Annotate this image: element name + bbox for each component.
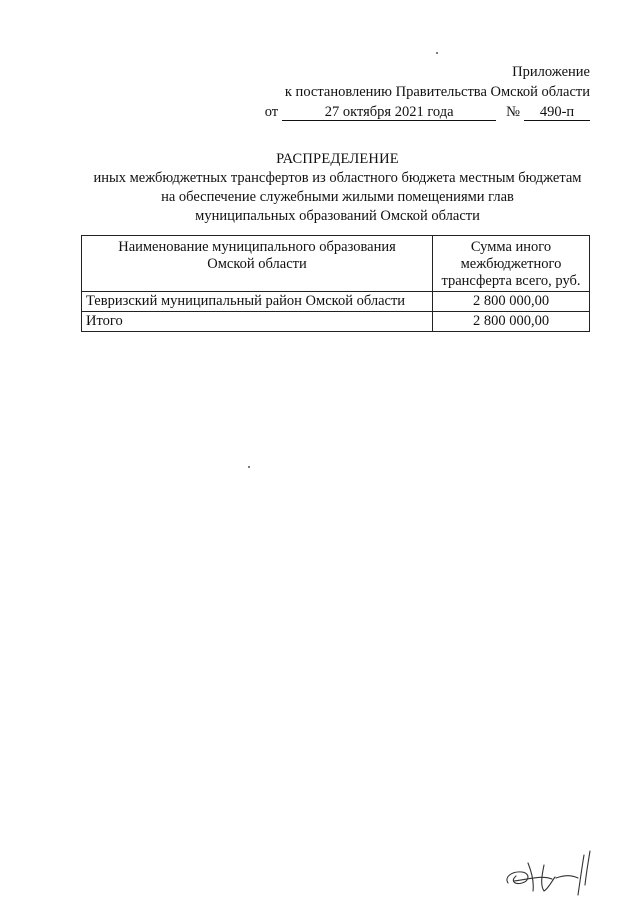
- header-amount: [433, 236, 590, 292]
- header-amount-line-3: трансферта всего, руб.: [441, 273, 581, 289]
- number-sign: №: [506, 104, 520, 120]
- title-line-1: иных межбюджетных трансфертов из областного бюджета местным бюджетам: [93, 170, 582, 186]
- table-total-row: [82, 312, 590, 332]
- header-municipality-line-2: Омской области: [207, 256, 307, 272]
- header-municipality: [82, 236, 433, 292]
- table-header-row: [82, 236, 590, 292]
- date-prefix: от: [264, 104, 279, 120]
- scan-speck: [436, 52, 438, 54]
- table-row: [82, 292, 590, 312]
- municipality-name: Тевризский муниципальный район Омской области: [82, 292, 433, 312]
- title-main: РАСПРЕДЕЛЕНИЕ: [276, 151, 399, 167]
- decree-date-line: [250, 102, 590, 122]
- appendix-header: [250, 62, 590, 122]
- title-line-2: на обеспечение служебными жилыми помещениями глав: [161, 189, 514, 205]
- title-line-3: муниципальных образований Омской области: [195, 208, 480, 224]
- header-amount-line-1: Сумма иного: [470, 239, 552, 255]
- signature-icon: [500, 845, 610, 900]
- distribution-table: [81, 235, 590, 332]
- header-municipality-line-1: Наименование муниципального образования: [118, 239, 396, 255]
- document-title: [60, 150, 615, 226]
- decree-reference: к постановлению Правительства Омской области: [284, 84, 590, 100]
- total-label: Итого: [82, 312, 433, 332]
- appendix-label: Приложение: [512, 64, 590, 80]
- header-amount-line-2: межбюджетного: [460, 256, 562, 272]
- scan-speck: [248, 466, 250, 468]
- total-amount: 2 800 000,00: [433, 312, 590, 332]
- decree-number: 490-п: [524, 104, 590, 121]
- decree-date: 27 октября 2021 года: [282, 104, 496, 121]
- transfer-amount: 2 800 000,00: [433, 292, 590, 312]
